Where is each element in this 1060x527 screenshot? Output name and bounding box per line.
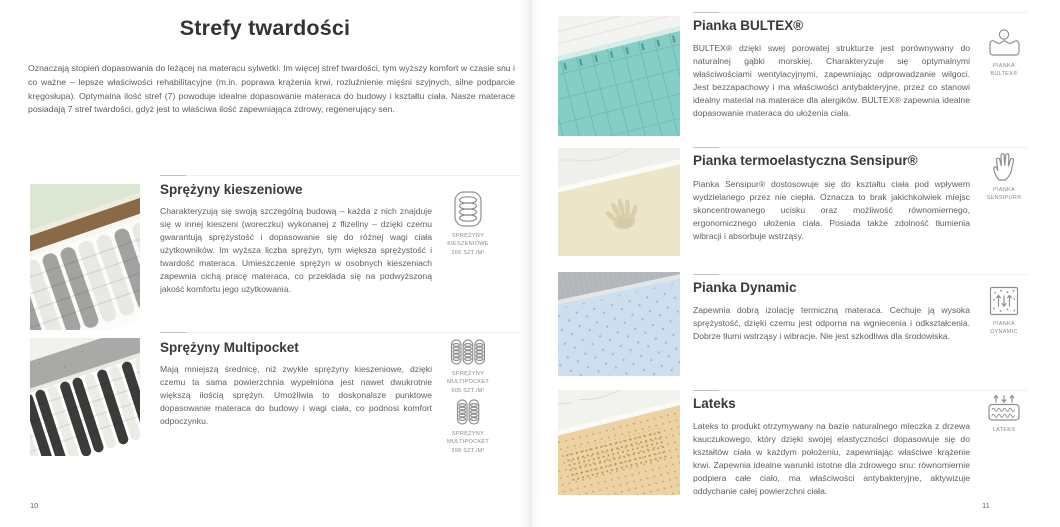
section-divider: [693, 147, 1028, 148]
badge-sensipur: [980, 150, 1028, 203]
section-heading-lateks: Lateks: [693, 396, 736, 411]
badge-label: SPRĘŻYNY MULTIPOCKET: [446, 431, 490, 446]
section-divider: [160, 175, 520, 176]
section-divider: [693, 390, 1028, 391]
section-heading-dynamic: Pianka Dynamic: [693, 280, 797, 295]
intro-paragraph: Oznaczają stopień dopasowania do leżącej na materacu sylwetki. Im więcej stref twardości, tym wyższy komfort w czasie snu i co ważne – lepsze właściwości rehabilitacyjne (m.in. poprawa krążenia krwi, rozluźnienie mięśni szyjnych, silne podparcie kręgosłupa). Optymalna ilość stref (7) powoduje idealne dopasowanie materaca do budowy i kształtu ciała. Nasze materace posiadają 7 stref twardości, gdyż jest to właściwa ilość zapewniająca zdrowy, regenerujący sen.: [28, 63, 515, 115]
section-divider: [160, 332, 520, 333]
section-divider-accent: [693, 147, 719, 148]
badge-label: SPRĘŻYNY KIESZENIOWE: [447, 233, 489, 248]
section-divider-accent: [693, 274, 719, 275]
pocket-spring-icon: [453, 190, 483, 228]
section-divider-accent: [693, 390, 719, 391]
foam-airflow-icon: [989, 286, 1019, 316]
section-body-bultex: BULTEX® dzięki swej porowatej strukturze jest porównywany do naturalnej gąbki morskiej. Charakteryzuje się optymalnymi właściwościami wentylacyjnymi, zapewniając odprowadzanie wilgoci. Jest bezzapachowy i ma właściwości antybakteryjne, przez co stanowi idealny materiał na materace dla alergików. BULTEX® zapewnia idealne dopasowanie materaca do ułożenia ciała.: [693, 43, 970, 119]
section-body-kieszeniowe: Charakteryzują się swoją szczególną budową – każda z nich znajduje się w innej kieszeni (woreczku) wykonanej z flizeliny – dzięki czemu gwarantują sprężystość i dopasowanie się do różnej wagi ciała użytkowników. Im wyższa liczba sprężyn, tym większa sprężystość i twardość materaca. Umieszczenie sprężyn w osobnych kieszeniach zapewnia cichą pracę materaca, co przekłada się na podwyższoną jakość komfortu jego użytkowania.: [160, 206, 432, 295]
badge-dynamic: [980, 286, 1028, 337]
section-body-sensipur: Pianka Sensipur® dostosowuje się do kształtu ciała pod wpływem wydzielanego przez nie ciepła. Oznacza to brak jakichkolwiek miejsc skoncentrowanego ucisku oraz możliwość równomiernego, ergonomicznego ułożenia ciała. Posiada także zdolność tłumienia wibracji i absorbuje wstrząsy.: [693, 179, 970, 242]
mattress-photo-sensipur: [558, 148, 680, 256]
section-body-multipocket: Mają mniejszą średnicę, niż zwykłe sprężyny kieszeniowe, dzięki czemu ta sama powierzchnia wypełniona jest nawet dwukrotnie większą ilością sprężyn. Umożliwia to doskonalsze punktowe dopasowanie materaca do budowy i wagi ciała, co podnosi komfort odpoczynku.: [160, 364, 432, 427]
ball-on-foam-icon: [987, 28, 1021, 58]
badge-label: SPRĘŻYNY MULTIPOCKET: [446, 371, 490, 386]
multipocket-springs-3-icon: [450, 338, 486, 366]
badge-value: 505 SZT./M²: [451, 387, 485, 394]
badge-label: LATEKS: [992, 427, 1016, 433]
badge-value: 266 SZT./M²: [451, 249, 485, 256]
section-body-lateks: Lateks to produkt otrzymywany na bazie naturalnego mleczka z drzewa kauczukowego, który dzięki swojej elastyczności dopasowuje się do kształtów ciała w każdym położeniu, zapewniając właściwe krążenie krwi. Zapewnia idealne warunki istotne dla zdrowego snu: równomiernie podpiera całe ciało, ma właściwości antybakteryjne, aktywizuje oddychanie całej powierzchni ciała.: [693, 421, 970, 497]
badge-multipocket-505: [434, 338, 502, 395]
section-heading-kieszeniowe: Sprężyny kieszeniowe: [160, 182, 303, 197]
badge-label: PIANKA DYNAMIC: [990, 321, 1018, 336]
section-heading-sensipur: Pianka termoelastyczna Sensipur®: [693, 153, 918, 168]
badge-bultex: [980, 28, 1028, 79]
badge-label: PIANKA BULTEX®: [990, 63, 1018, 78]
mattress-photo-multipocket: [30, 338, 140, 456]
mattress-photo-dynamic: [558, 272, 680, 376]
page-number-right: 11: [982, 501, 990, 510]
hand-icon: [990, 150, 1018, 182]
mattress-photo-lateks: [558, 390, 680, 495]
section-divider: [693, 12, 1028, 13]
latex-breathing-icon: [987, 394, 1021, 422]
badge-label: PIANKA SENSIPUR®: [986, 187, 1022, 202]
section-divider-accent: [160, 332, 186, 333]
badge-kieszeniowe: [434, 190, 502, 257]
mattress-photo-bultex: [558, 16, 680, 136]
multipocket-springs-2-icon: [456, 398, 481, 426]
section-divider: [693, 274, 1028, 275]
section-body-dynamic: Zapewnia dobrą izolację termiczną materaca. Cechuje ją wysoka sprężystość, dzięki czemu jest odporna na wgniecenia i odkształcenia. Dobrze tłumi wstrząsy i wibracje. Nie jest szkodliwa dla środowiska.: [693, 305, 970, 342]
badge-value: 398 SZT./M²: [451, 447, 485, 454]
section-heading-multipocket: Sprężyny Multipocket: [160, 340, 299, 355]
badge-lateks: [980, 394, 1028, 434]
mattress-photo-pocket-springs: [30, 184, 140, 330]
section-divider-accent: [693, 12, 719, 13]
page-title: Strefy twardości: [179, 16, 351, 40]
section-heading-bultex: Pianka BULTEX®: [693, 18, 804, 33]
badge-multipocket-398: [434, 398, 502, 455]
page-spine-shadow: [518, 0, 542, 527]
page-number-left: 10: [30, 501, 39, 510]
section-divider-accent: [160, 175, 186, 176]
